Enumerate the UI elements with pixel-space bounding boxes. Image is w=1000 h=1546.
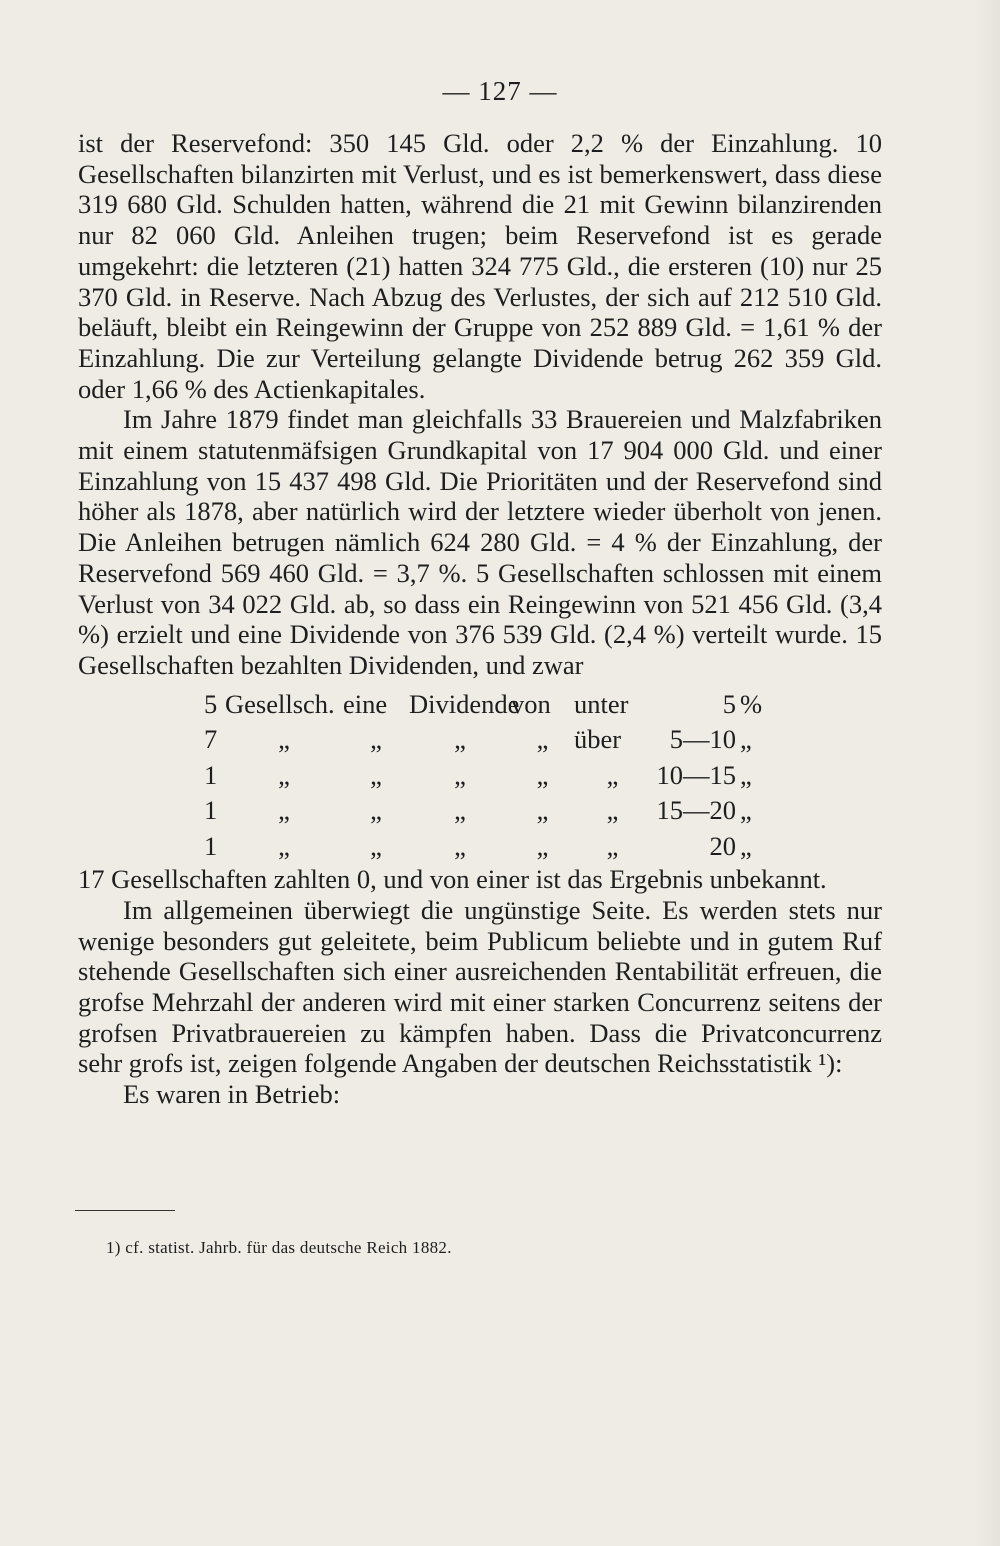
page-edge-shadow	[974, 0, 1000, 1546]
footnote-separator	[75, 1210, 175, 1211]
table-row	[204, 758, 832, 794]
row-unit: „	[740, 759, 752, 790]
row-count: 1	[204, 795, 218, 826]
row-count: 1	[204, 759, 218, 790]
row-unit: „	[740, 795, 752, 826]
paragraph-2: Im Jahre 1879 findet man gleichfalls 33 Brauereien und Malzfabriken mit einem statutenmäfsigen Grundkapital von 17 904 000 Gld. und einer Einzahlung von 15 437 498 Gld. Die Prioritäten und der Reservefond sind höher als 1878, aber natürlich wird der letztere wieder überholt von jenen. Die Anleihen betrugen nämlich 624 280 Gld. = 4 % der Einzahlung, der Reservefond 569 460 Gld. = 3,7 %. 5 Gesellschaften schlossen mit einem Verlust von 34 022 Gld. ab, so dass ein Reingewinn von 521 456 Gld. (3,4 %) erzielt und eine Dividende von 376 539 Gld. (2,4 %) verteilt wurde. 15 Gesellschaften bezahlten Dividenden, und zwar	[78, 404, 882, 680]
row-count: 7	[204, 724, 218, 755]
table-row	[204, 829, 832, 865]
row-col-1: „	[278, 830, 290, 861]
table-row	[204, 722, 832, 758]
row-col-1: „	[278, 759, 290, 790]
row-col-2: „	[370, 830, 382, 861]
row-range: 5—10	[669, 724, 736, 755]
page-body	[78, 128, 882, 1110]
row-col-4: von	[511, 688, 551, 719]
footnote: 1) cf. statist. Jahrb. für das deutsche Reich 1882.	[106, 1238, 452, 1257]
row-col-3: Dividende	[409, 688, 520, 719]
row-col-1: Gesellsch.	[225, 688, 335, 719]
row-col-4: „	[536, 795, 549, 826]
row-count: 1	[204, 830, 218, 861]
row-col-3: „	[454, 724, 466, 755]
row-col-1: „	[278, 795, 290, 826]
after-table-line: 17 Gesellschaften zahlten 0, und von einer ist das Ergebnis unbekannt.	[78, 864, 827, 895]
paragraph-1: ist der Reservefond: 350 145 Gld. oder 2,2 % der Einzahlung. 10 Gesellschaften bilanzirten mit Verlust, und es ist bemerkenswert, dass diese 319 680 Gld. Schulden hatten, während die 21 mit Gewinn bilanzirenden nur 82 060 Gld. Anleihen trugen; beim Reservefond ist es gerade umgekehrt: die letzteren (21) hatten 324 775 Gld., die ersteren (10) nur 25 370 Gld. in Reserve. Nach Abzug des Verlustes, der sich auf 212 510 Gld. beläuft, bleibt ein Reingewinn der Gruppe von 252 889 Gld. = 1,61 % der Einzahlung. Die zur Verteilung gelangte Dividende betrug 262 359 Gld. oder 1,66 % des Actienkapitales.	[78, 128, 882, 404]
row-col-2: „	[370, 795, 382, 826]
closing-line: Es waren in Betrieb:	[123, 1079, 341, 1110]
dividend-table	[204, 687, 832, 865]
table-row	[204, 687, 832, 723]
row-col-3: „	[454, 830, 466, 861]
row-col-3: „	[454, 759, 466, 790]
row-col-5: „	[606, 795, 619, 826]
row-col-5: unter	[574, 688, 629, 719]
row-col-5: „	[606, 830, 619, 861]
row-col-2: „	[370, 724, 382, 755]
row-col-4: „	[536, 830, 549, 861]
paragraph-3: Im allgemeinen überwiegt die ungünstige Seite. Es werden stets nur wenige besonders gut geleitete, beim Publicum beliebte und in gutem Ruf stehende Gesellschaften sich einer ausreichenden Rentabilität erfreuen, die grofse Mehrzahl der anderen wird mit einer starken Concurrenz seitens der grofsen Privatbrauereien zu kämpfen haben. Dass die Privatconcurrenz sehr grofs ist, zeigen folgende Angaben der deutschen Reichsstatistik ¹):	[78, 894, 882, 1079]
row-col-4: „	[536, 759, 549, 790]
row-col-5: über	[574, 724, 622, 755]
row-count: 5	[204, 688, 218, 719]
table-row	[204, 793, 832, 829]
row-range: 15—20	[656, 795, 736, 826]
row-range: 5	[722, 688, 736, 719]
row-col-4: „	[536, 724, 549, 755]
row-range: 20	[709, 830, 736, 861]
row-unit: „	[740, 724, 752, 755]
page-number: — 127 —	[442, 76, 558, 106]
row-col-2: „	[370, 759, 382, 790]
row-unit: „	[740, 830, 752, 861]
row-unit: %	[740, 688, 763, 719]
row-col-2: eine	[343, 688, 388, 719]
row-col-3: „	[454, 795, 466, 826]
row-range: 10—15	[656, 759, 736, 790]
row-col-1: „	[278, 724, 290, 755]
row-col-5: „	[606, 759, 619, 790]
